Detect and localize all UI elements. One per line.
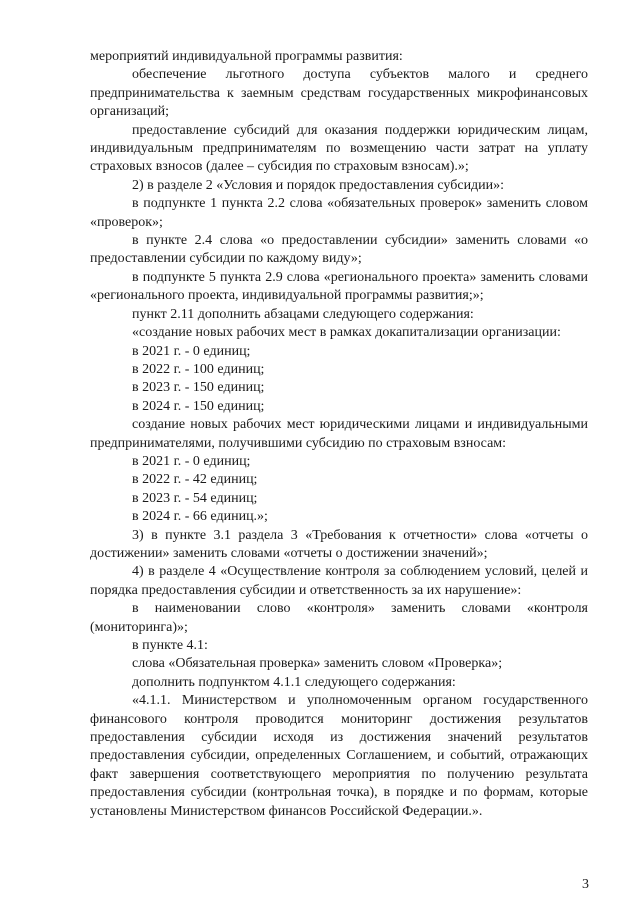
paragraph: пункт 2.11 дополнить абзацами следующего содержания: bbox=[132, 306, 474, 322]
paragraph: «создание новых рабочих мест в рамках докапитализации организации: bbox=[132, 325, 561, 341]
paragraph: 2) в разделе 2 «Условия и порядок предоставления субсидии»: bbox=[132, 177, 505, 193]
paragraph: «4.1.1. Министерством и уполномоченным органом государственного финансового контроля проводится мониторинг достижения результатов предоставления субсидии исходя из достижения значений результатов предоставления субсидии, определенных Соглашением, и событий, отражающих факт завершения соответствующего мероприятия по получению результата предоставления субсидии (контрольная точка), в порядке и по формам, которые установлены Министерством финансов Российской Федерации.». bbox=[90, 693, 588, 819]
paragraph: в 2021 г. - 0 единиц; bbox=[132, 453, 251, 469]
paragraph: обеспечение льготного доступа субъектов малого и среднего предпринимательства к заемным средствам государственных микрофинансовых организаций; bbox=[90, 67, 588, 120]
paragraph: в пункте 2.4 слова «о предоставлении субсидии» заменить словами «о предоставлении субсидии по каждому виду»; bbox=[90, 233, 588, 267]
paragraph: мероприятий индивидуальной программы развития: bbox=[90, 49, 403, 64]
page-number: 3 bbox=[582, 877, 589, 892]
paragraph: в 2023 г. - 150 единиц; bbox=[132, 380, 265, 396]
paragraph: создание новых рабочих мест юридическими лицами и индивидуальными предпринимателями, получившими субсидию по страховым взносам: bbox=[90, 417, 588, 451]
paragraph: в подпункте 5 пункта 2.9 слова «регионального проекта» заменить словами «регионального проекта, индивидуальной программы развития;»; bbox=[90, 269, 588, 304]
paragraph: слова «Обязательная проверка» заменить словом «Проверка»; bbox=[132, 656, 503, 672]
paragraph: 3) в пункте 3.1 раздела 3 «Требования к отчетности» слова «отчеты о достижении» заменить словами «отчеты о достижении значений»; bbox=[90, 527, 588, 561]
paragraph: в 2022 г. - 100 единиц; bbox=[132, 361, 265, 377]
paragraph: 4) в разделе 4 «Осуществление контроля за соблюдением условий, целей и порядка предоставления субсидии и ответственность за их нарушение»: bbox=[90, 564, 588, 598]
document-body bbox=[90, 48, 588, 821]
paragraph: в подпункте 1 пункта 2.2 слова «обязательных проверок» заменить словом «проверок»; bbox=[90, 196, 588, 230]
paragraph: в 2024 г. - 66 единиц.»; bbox=[132, 509, 268, 525]
paragraph: в наименовании слово «контроля» заменить словами «контроля (мониторинга)»; bbox=[90, 601, 588, 635]
paragraph: в 2024 г. - 150 единиц; bbox=[132, 398, 265, 414]
paragraph: в 2021 г. - 0 единиц; bbox=[132, 343, 251, 359]
paragraph: в 2023 г. - 54 единиц; bbox=[132, 490, 258, 506]
paragraph: в пункте 4.1: bbox=[132, 638, 208, 653]
paragraph: в 2022 г. - 42 единиц; bbox=[132, 472, 258, 488]
paragraph: дополнить подпунктом 4.1.1 следующего содержания: bbox=[132, 674, 456, 690]
paragraph: предоставление субсидий для оказания поддержки юридическим лицам, индивидуальным предпринимателям по возмещению части затрат на уплату страховых взносов (далее – субсидия по страховым взносам).»; bbox=[90, 122, 588, 175]
